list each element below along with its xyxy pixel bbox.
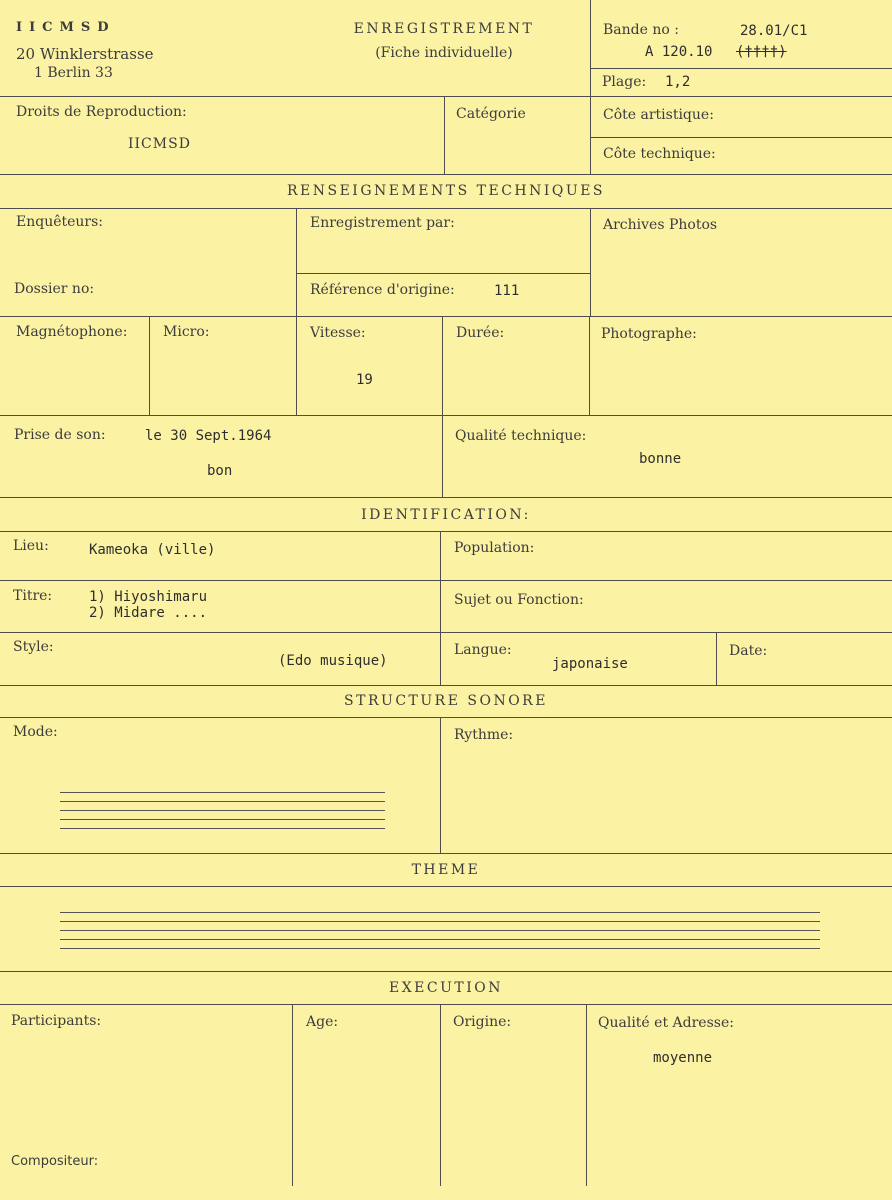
qualite-technique-label: Qualité technique:: [455, 428, 587, 444]
form-subtitle: (Fiche individuelle): [375, 45, 513, 61]
address-city: 1 Berlin 33: [34, 65, 113, 81]
micro-label: Micro:: [163, 324, 210, 340]
vrule-archives-left: [590, 208, 591, 316]
qualite-technique-value: bonne: [639, 451, 682, 467]
vrule-qualite-adresse-left: [586, 1004, 587, 1186]
prise-de-son-label: Prise de son:: [14, 427, 106, 443]
qualite-adresse-label: Qualité et Adresse:: [598, 1015, 734, 1031]
vrule-qualite-technique-left: [442, 415, 443, 497]
style-label: Style:: [13, 639, 54, 655]
style-value: (Edo musique): [278, 653, 388, 669]
rule-rights-bottom: [0, 174, 892, 175]
langue-label: Langue:: [454, 642, 512, 658]
dossier-label: Dossier no:: [14, 281, 95, 297]
rule-technical-title-bottom: [0, 208, 892, 209]
population-label: Population:: [454, 540, 535, 556]
rule-lieu-bottom: [0, 580, 892, 581]
theme-section-title: THEME: [411, 862, 481, 878]
age-label: Age:: [306, 1014, 339, 1030]
vrule-age-left: [292, 1004, 293, 1186]
vrule-rythme-left: [440, 717, 441, 853]
bande-value-second: A 120.10: [645, 44, 713, 60]
titre-value-1: 1) Hiyoshimaru: [89, 589, 208, 605]
lieu-value: Kameoka (ville): [89, 542, 216, 558]
duree-label: Durée:: [456, 325, 505, 341]
vrule-vitesse-left: [296, 316, 297, 415]
rule-prise-bottom: [0, 497, 892, 498]
rule-theme-title-bottom: [0, 886, 892, 887]
photographe-label: Photographe:: [601, 326, 697, 342]
titre-value-2: 2) Midare ....: [89, 605, 208, 621]
vitesse-value: 19: [356, 372, 373, 388]
vrule-micro-left: [149, 316, 150, 415]
archives-photos-label: Archives Photos: [603, 217, 718, 233]
sujet-fonction-label: Sujet ou Fonction:: [454, 592, 584, 608]
plage-value: 1,2: [665, 74, 691, 90]
rule-theme-bottom: [0, 971, 892, 972]
rule-plage-top: [590, 68, 892, 69]
structure-section-title: STRUCTURE SONORE: [344, 693, 548, 709]
org-name: IICMSD: [16, 20, 116, 35]
prise-de-son-value-second: bon: [207, 463, 233, 479]
plage-label: Plage:: [602, 74, 647, 90]
technical-section-title: RENSEIGNEMENTS TECHNIQUES: [286, 183, 606, 199]
vrule-photographe-left: [589, 316, 590, 415]
rule-structure-title-bottom: [0, 717, 892, 718]
enqueteurs-label: Enquêteurs:: [16, 214, 104, 230]
mode-label: Mode:: [13, 724, 58, 740]
qualite-adresse-value: moyenne: [653, 1050, 713, 1066]
cote-artistique-label: Côte artistique:: [603, 107, 714, 123]
vitesse-label: Vitesse:: [310, 325, 366, 341]
rythme-label: Rythme:: [454, 727, 514, 743]
rule-titre-bottom: [0, 632, 892, 633]
enregistrement-par-label: Enregistrement par:: [310, 215, 455, 231]
titre-label: Titre:: [13, 588, 53, 604]
form-title: ENREGISTREMENT: [353, 21, 535, 37]
rule-execution-title-bottom: [0, 1004, 892, 1005]
lieu-label: Lieu:: [13, 538, 49, 554]
bande-value: 28.01/C1: [740, 23, 808, 39]
droits-label: Droits de Reproduction:: [16, 104, 187, 120]
address-street: 20 Winklerstrasse: [16, 45, 154, 63]
vrule-enregistrement-left: [296, 208, 297, 316]
reference-label: Référence d'origine:: [310, 282, 455, 298]
categorie-label: Catégorie: [456, 106, 526, 122]
vrule-duree-left: [442, 316, 443, 415]
participants-label: Participants:: [11, 1013, 102, 1029]
rule-mode-bottom: [0, 853, 892, 854]
bande-label: Bande no :: [603, 22, 679, 38]
bande-struck-value: (††††): [736, 44, 787, 60]
rule-style-bottom: [0, 685, 892, 686]
rule-magnetophone-bottom: [0, 415, 892, 416]
rule-header-bottom: [0, 96, 892, 97]
identification-section-title: IDENTIFICATION:: [361, 507, 531, 523]
vrule-categorie: [444, 96, 445, 174]
magnetophone-label: Magnétophone:: [16, 324, 128, 340]
vrule-identification-mid: [440, 531, 441, 685]
rule-identification-title-bottom: [0, 531, 892, 532]
date-label: Date:: [729, 643, 768, 659]
langue-value: japonaise: [552, 656, 628, 672]
prise-de-son-value: le 30 Sept.1964: [145, 428, 272, 444]
rule-cote-divider: [590, 137, 892, 138]
execution-section-title: EXECUTION: [388, 980, 503, 996]
vrule-origine-left: [440, 1004, 441, 1186]
droits-value: IICMSD: [128, 136, 191, 152]
vrule-date-left: [716, 632, 717, 685]
reference-value: 111: [494, 283, 520, 299]
origine-label: Origine:: [453, 1014, 512, 1030]
compositeur-label: Compositeur:: [11, 1154, 99, 1169]
rule-enregistrement-bottom: [296, 273, 590, 274]
cote-technique-label: Côte technique:: [603, 146, 716, 162]
rule-dossier-bottom: [0, 316, 892, 317]
